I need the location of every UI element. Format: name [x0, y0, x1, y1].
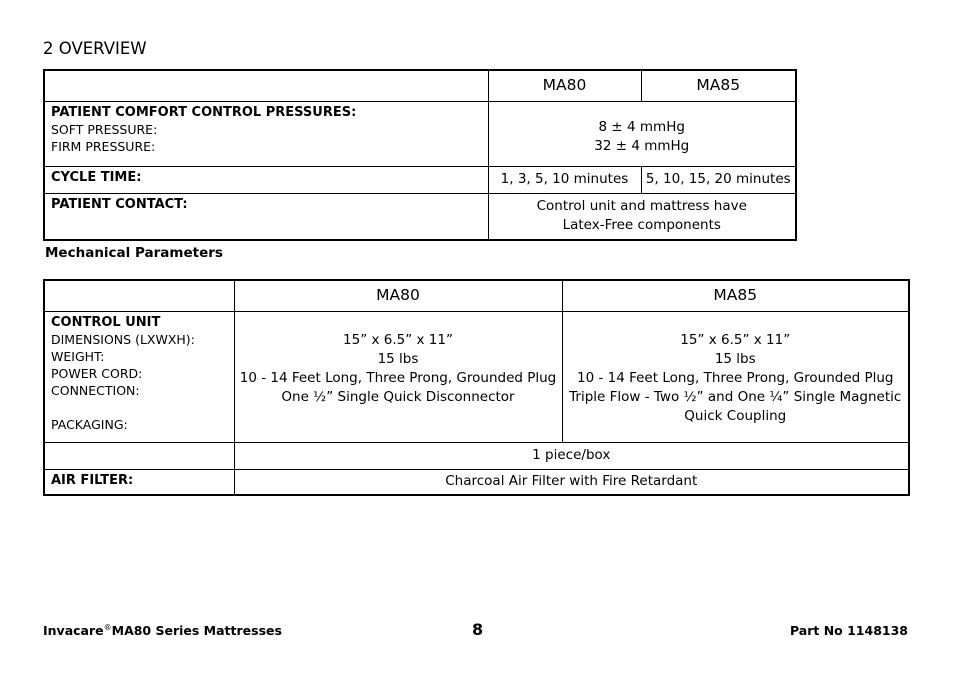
header-ma80: MA80 [234, 280, 562, 311]
header-ma80: MA80 [488, 70, 641, 101]
ma85-connection-line-1: Triple Flow - Two ½” and One ¼” Single Magnetic [569, 388, 902, 405]
control-unit-ma80-cell [234, 311, 562, 442]
air-filter-label-cell [44, 469, 234, 495]
mechanical-parameters-table [43, 279, 910, 496]
registered-mark: ® [103, 623, 112, 632]
control-unit-label-cell [44, 311, 234, 442]
air-filter-value: Charcoal Air Filter with Fire Retardant [234, 469, 909, 495]
contact-line-2: Latex-Free components [562, 217, 721, 234]
firm-pressure-label: FIRM PRESSURE: [51, 138, 156, 154]
power-cord-label: POWER CORD: [51, 365, 143, 381]
cycle-label-cell [44, 166, 488, 193]
pressures-label: PATIENT COMFORT CONTROL PRESSURES: [51, 104, 357, 120]
section-title: Mechanical Parameters [45, 245, 223, 261]
part-number: Part No 1148138 [789, 623, 908, 638]
cycle-time-label: CYCLE TIME: [51, 169, 142, 185]
contact-value-cell [488, 193, 796, 240]
contact-line-1: Control unit and mattress have [536, 198, 747, 215]
page-heading: 2 OVERVIEW [43, 39, 147, 58]
header-ma85: MA85 [641, 70, 796, 101]
connection-label: CONNECTION: [51, 382, 140, 398]
header-blank-cell [44, 280, 234, 311]
ma85-weight: 15 lbs [714, 350, 756, 367]
ma85-power-cord: 10 - 14 Feet Long, Three Prong, Grounded Plug [577, 369, 894, 386]
control-unit-ma85-cell [562, 311, 909, 442]
header-ma85: MA85 [562, 280, 909, 311]
ma85-connection-line-2: Quick Coupling [684, 407, 787, 424]
soft-pressure-label: SOFT PRESSURE: [51, 121, 158, 137]
header-blank-cell [44, 70, 488, 101]
dimensions-label: DIMENSIONS (LXWXH): [51, 331, 195, 347]
firm-pressure-value: 32 ± 4 mmHg [594, 137, 690, 154]
cycle-ma85-value: 5, 10, 15, 20 minutes [641, 166, 796, 193]
ma80-power-cord: 10 - 14 Feet Long, Three Prong, Grounded Plug [239, 369, 557, 386]
patient-contact-label: PATIENT CONTACT: [51, 196, 188, 212]
footer-product [43, 623, 282, 638]
ma80-connection: One ½” Single Quick Disconnector [281, 388, 515, 405]
ma85-dimensions: 15” x 6.5” x 11” [680, 331, 791, 348]
pressures-value-cell [488, 101, 796, 166]
air-filter-label: AIR FILTER: [51, 472, 134, 488]
footer-brand: Invacare [43, 623, 104, 639]
pressures-label-cell [44, 101, 488, 166]
packaging-blank-cell [44, 442, 234, 469]
cycle-ma80-value: 1, 3, 5, 10 minutes [488, 166, 641, 193]
packaging-value: 1 piece/box [234, 442, 909, 469]
overview-table [43, 69, 797, 241]
weight-label: WEIGHT: [51, 348, 105, 364]
footer-product-name: MA80 Series Mattresses [111, 623, 282, 639]
ma80-weight: 15 lbs [377, 350, 419, 367]
control-unit-label: CONTROL UNIT [51, 314, 161, 330]
packaging-label: PACKAGING: [51, 416, 128, 432]
soft-pressure-value: 8 ± 4 mmHg [598, 118, 685, 135]
ma80-dimensions: 15” x 6.5” x 11” [343, 331, 453, 348]
contact-label-cell [44, 193, 488, 240]
page-number: 8 [472, 620, 484, 639]
